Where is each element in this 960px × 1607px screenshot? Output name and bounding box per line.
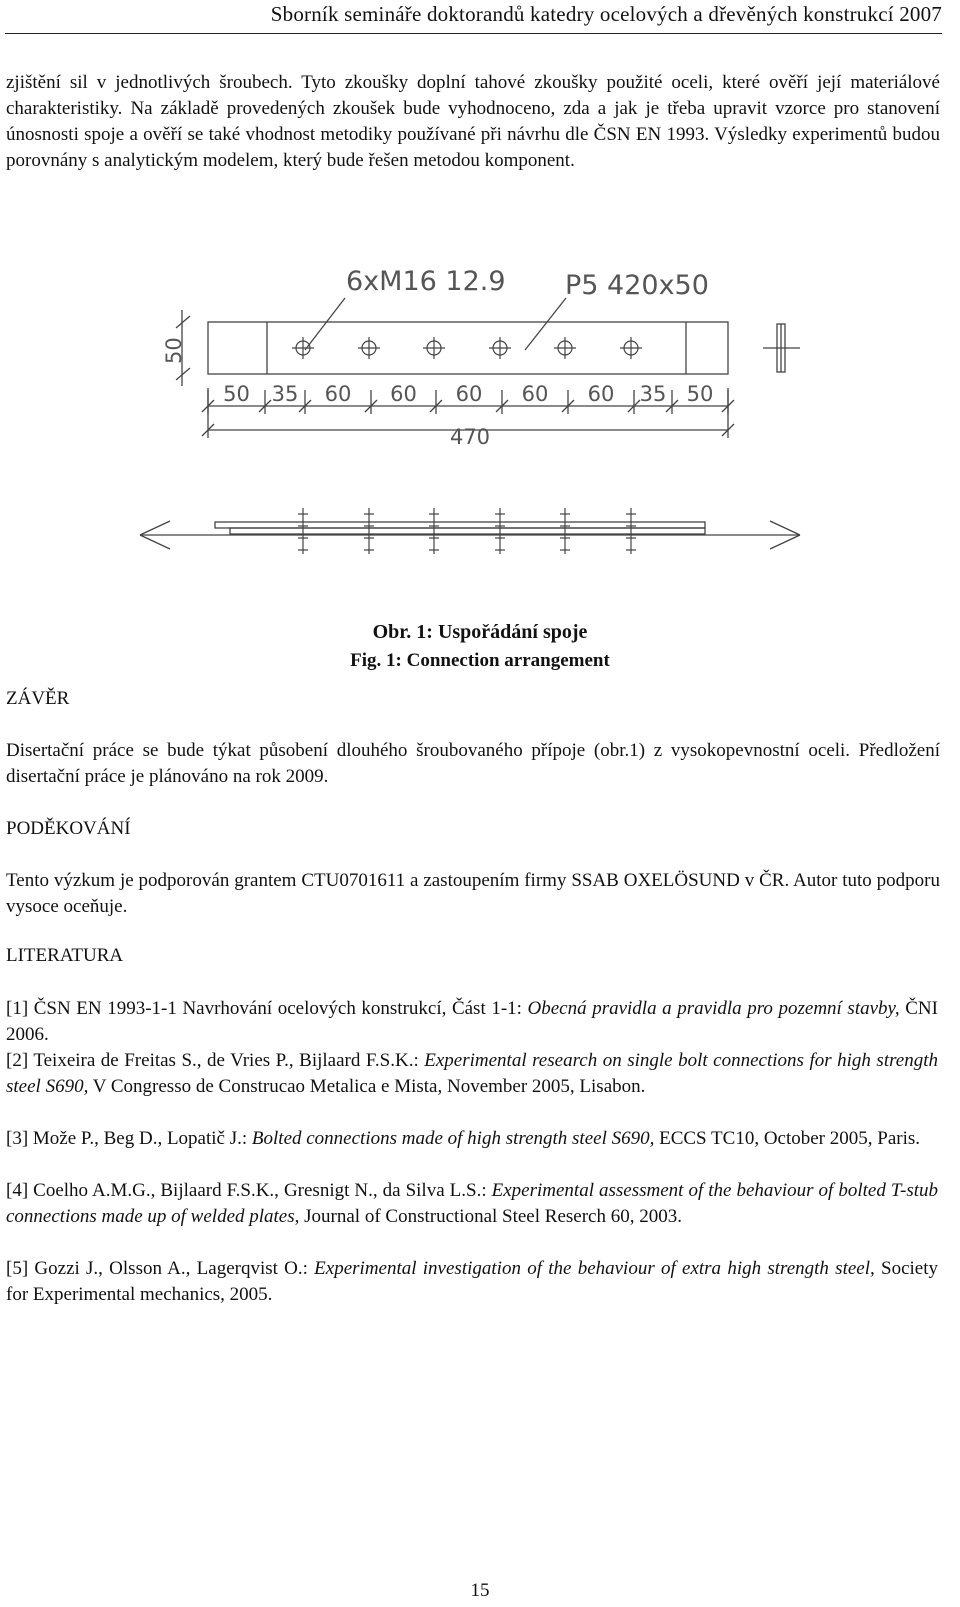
bolt-section: [298, 508, 308, 554]
intro-paragraph: zjištění sil v jednotlivých šroubech. Tyto zkoušky doplní tahové zkoušky použité oceli, které ověří její materiálové charakteristiky. Na základě provedených zkoušek bude vyhodnoceno, zda a jak je třeba upravit vzorce pro stanovení únosnosti spoje a ověří se také vhodnost metodiky používané při návrhu dle ČSN EN 1993. Výsledky experimentů budou porovnány s analytickým modelem, který bude řešen metodou komponent.: [6, 72, 940, 171]
section-title-zaver: ZÁVĚR: [6, 688, 70, 709]
connection-drawing: [0, 258, 960, 588]
reference-authors: [2] Teixeira de Freitas S., de Vries P., Bijlaard F.S.K.:: [6, 1050, 425, 1071]
reference-source: ČNI 2006.: [6, 998, 938, 1045]
reference-authors: [3] Može P., Beg D., Lopatič J.:: [6, 1128, 252, 1149]
dim-tick: [722, 390, 734, 414]
dim-tick: [496, 390, 508, 414]
dim-tick: [430, 390, 442, 414]
reference-title: Experimental assessment of the behaviour of bolted T-stub connections made up of welded plates: [6, 1180, 938, 1227]
dim-tick: [202, 390, 214, 414]
figure-caption-en: Fig. 1: Connection arrangement: [350, 650, 610, 671]
dim-label: 60: [521, 382, 549, 406]
reference-source: V Congresso de Construcao Metalica e Mista, November 2005, Lisabon.: [88, 1076, 646, 1097]
dim-tick: [562, 390, 574, 414]
dim-label: 35: [639, 382, 667, 406]
bolt-section: [560, 508, 570, 554]
bolt-symbol: [358, 337, 380, 359]
bolt-section-group: [298, 508, 636, 554]
section-text-zaver: Disertační práce se bude týkat působení dlouhého šroubovaného přípoje (obr.1) z vysokopevnostní oceli. Předložení disertační práce je plánováno na rok 2009.: [6, 740, 940, 787]
plate-outline: [208, 322, 728, 374]
bolt-label: 6xM16 12.9: [346, 266, 506, 297]
bolt-section: [626, 508, 636, 554]
bolt-symbol: [292, 337, 314, 359]
dim-tick: [299, 390, 311, 414]
bolt-symbol: [423, 337, 445, 359]
dim-label: 60: [324, 382, 352, 406]
reference-item: [6, 1126, 938, 1152]
bolt-symbol: [489, 337, 511, 359]
height-dim-label: 50: [162, 337, 186, 364]
section-text-podekovani: Tento výzkum je podporován grantem CTU0701611 a zastoupením firmy SSAB OXELÖSUND v ČR. Autor tuto podporu vysoce oceňuje.: [6, 870, 940, 917]
reference-title: Experimental research on single bolt connections for high strength steel S690,: [6, 1050, 938, 1097]
reference-item: [6, 1048, 938, 1100]
reference-title: Experimental investigation of the behaviour of extra high strength steel,: [314, 1258, 875, 1279]
bolt-section: [364, 508, 374, 554]
bolt-label-leader: [305, 298, 345, 350]
dim-tick: [259, 390, 271, 414]
plate-label-leader: [525, 298, 566, 350]
dim-label: 35: [271, 382, 299, 406]
page-number: 15: [470, 1580, 490, 1601]
reference-authors: [4] Coelho A.M.G., Bijlaard F.S.K., Gresnigt N., da Silva L.S.:: [6, 1180, 492, 1201]
plate-label: P5 420x50: [565, 270, 709, 301]
figure-caption-cz: Obr. 1: Uspořádání spoje: [372, 621, 588, 643]
section-title-podekovani: PODĚKOVÁNÍ: [6, 818, 131, 839]
running-header: Sborník semináře doktorandů katedry ocelových a dřevěných konstrukcí 2007: [270, 2, 942, 26]
bolt-section: [495, 508, 505, 554]
dim-label: 60: [587, 382, 615, 406]
reference-authors: [1] ČSN EN 1993-1-1 Navrhování ocelových konstrukcí, Část 1-1:: [6, 998, 528, 1019]
dim-tick: [365, 390, 377, 414]
reference-item: [6, 1178, 938, 1230]
dim-label: 60: [455, 382, 483, 406]
reference-title: Obecná pravidla a pravidla pro pozemní stavby,: [527, 998, 900, 1019]
reference-item: [6, 996, 938, 1048]
bolt-section: [429, 508, 439, 554]
section-title-literatura: LITERATURA: [6, 945, 124, 966]
dim-label: 50: [686, 382, 714, 406]
total-dim-label: 470: [449, 425, 491, 449]
reference-source: ECCS TC10, October 2005, Paris.: [654, 1128, 921, 1149]
dim-tick: [628, 390, 640, 414]
dim-label: 50: [223, 382, 250, 406]
reference-title: Bolted connections made of high strength steel S690,: [251, 1128, 655, 1149]
bolt-symbol: [554, 337, 576, 359]
dim-labels: [223, 382, 713, 406]
bolt-symbol: [620, 337, 642, 359]
reference-source: , Journal of Constructional Steel Reserch 60, 2003.: [294, 1206, 682, 1227]
bolt-group: [292, 337, 642, 359]
dim-tick: [666, 390, 678, 414]
header-rule: [5, 33, 942, 34]
lower-plate-section: [230, 528, 705, 534]
reference-authors: [5] Gozzi J., Olsson A., Lagerqvist O.:: [6, 1258, 315, 1279]
reference-source: Society for Experimental mechanics, 2005.: [6, 1258, 938, 1305]
dim-label: 60: [390, 382, 417, 406]
reference-item: [6, 1256, 938, 1308]
